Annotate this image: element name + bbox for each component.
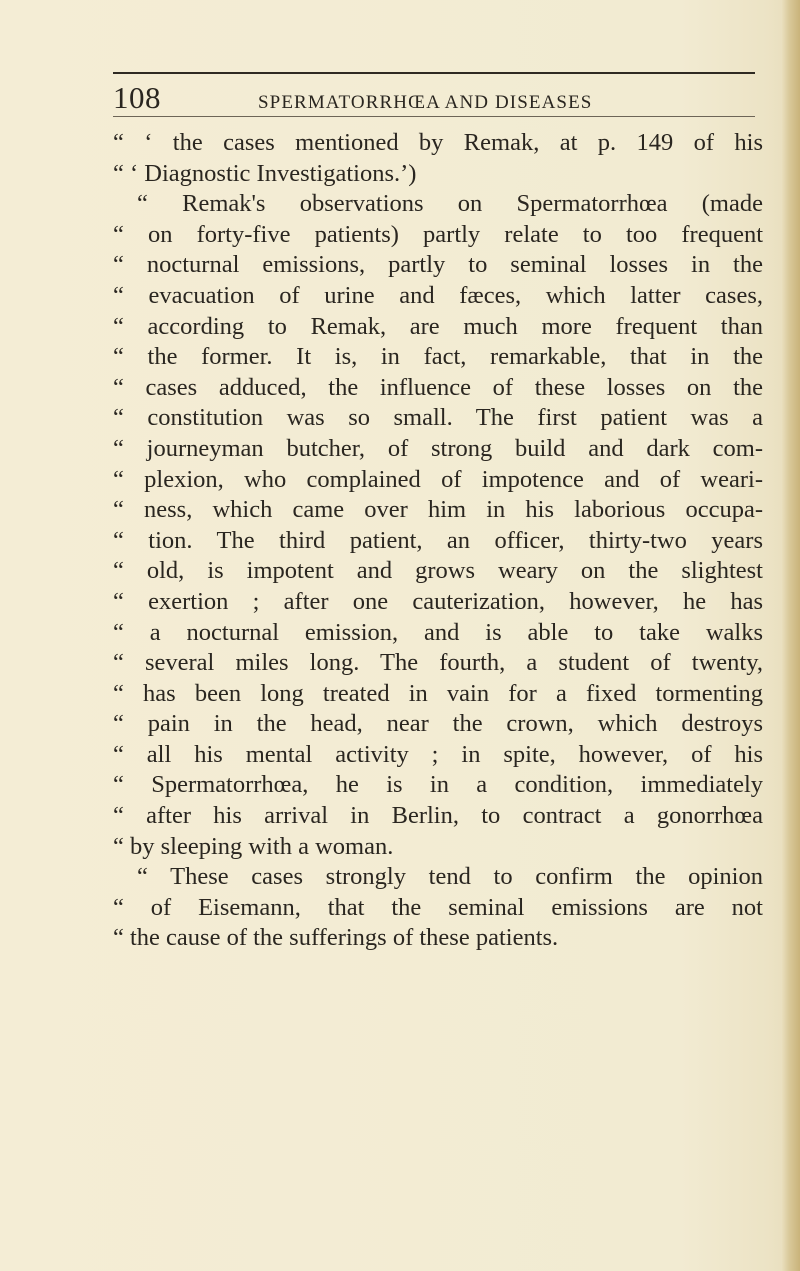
page-number: 108 bbox=[113, 80, 161, 115]
text-line: “ Spermatorrhœa, he is in a condition, immediately bbox=[113, 771, 763, 799]
text-line: “ old, is impotent and grows weary on the slightest bbox=[113, 557, 763, 585]
text-line: “ pain in the head, near the crown, which destroys bbox=[113, 710, 763, 738]
text-line: “ the former. It is, in fact, remarkable, that in the bbox=[113, 343, 763, 371]
text-line: “ ‘ Diagnostic Investigations.’) bbox=[113, 159, 417, 187]
header-rule-bottom bbox=[113, 116, 755, 117]
text-line: “ cases adduced, the influence of these losses on the bbox=[113, 373, 763, 401]
text-line: “ plexion, who complained of impotence and of weari- bbox=[113, 465, 763, 493]
text-line: “ ‘ the cases mentioned by Remak, at p. 149 of his bbox=[113, 129, 763, 156]
body-text bbox=[113, 128, 763, 954]
text-line: “ by sleeping with a woman. bbox=[113, 832, 394, 860]
page-edge-shadow bbox=[782, 0, 800, 1271]
text-line: “ evacuation of urine and fæces, which latter cases, bbox=[113, 281, 763, 309]
text-line: “ according to Remak, are much more frequent than bbox=[113, 312, 763, 340]
text-line: “ has been long treated in vain for a fixed tormenting bbox=[113, 679, 763, 707]
text-line: “ ness, which came over him in his laborious occupa- bbox=[113, 496, 763, 524]
text-line: “ exertion ; after one cauterization, however, he has bbox=[113, 587, 763, 615]
text-line: “ journeyman butcher, of strong build and dark com- bbox=[113, 434, 763, 462]
text-line: “ a nocturnal emission, and is able to take walks bbox=[113, 618, 763, 646]
text-line: “ all his mental activity ; in spite, however, of his bbox=[113, 740, 763, 768]
header-rule-top bbox=[113, 72, 755, 74]
text-line: “ tion. The third patient, an officer, thirty-two years bbox=[113, 526, 763, 554]
text-line: “ Remak's observations on Spermatorrhœa (made bbox=[137, 190, 763, 218]
running-head: SPERMATORRHŒA AND DISEASES bbox=[258, 92, 593, 113]
text-line: “ on forty-five patients) partly relate to too frequent bbox=[113, 220, 763, 248]
text-line: “ the cause of the sufferings of these patients. bbox=[113, 924, 559, 952]
text-line: “ several miles long. The fourth, a student of twenty, bbox=[113, 649, 763, 677]
text-line: “ These cases strongly tend to confirm the opinion bbox=[137, 863, 763, 891]
text-line: “ constitution was so small. The first patient was a bbox=[113, 404, 763, 432]
text-line: “ of Eisemann, that the seminal emissions are not bbox=[113, 893, 763, 921]
text-line: “ nocturnal emissions, partly to seminal losses in the bbox=[113, 251, 763, 279]
text-line: “ after his arrival in Berlin, to contract a gonorrhœa bbox=[113, 802, 763, 830]
